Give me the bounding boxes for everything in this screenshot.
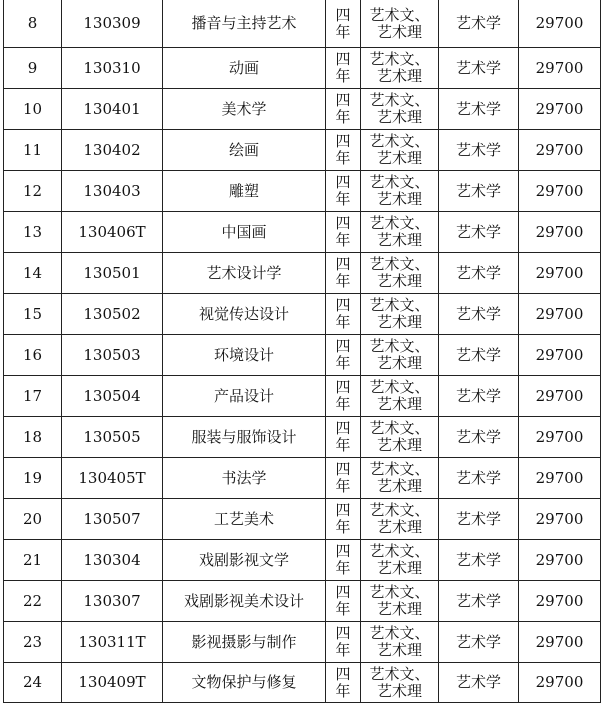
subject-category-line-2: 艺术理 — [376, 681, 422, 700]
study-duration-line-1: 四 — [335, 419, 351, 437]
study-duration — [326, 663, 361, 703]
tuition-fee: 29700 — [519, 581, 601, 622]
degree-type: 艺术学 — [439, 212, 519, 253]
subject-category-line-2: 艺术理 — [376, 600, 422, 618]
subject-category — [361, 663, 439, 703]
subject-category-line-2: 艺术理 — [376, 436, 422, 454]
subject-category-line-2: 艺术理 — [376, 518, 422, 536]
subject-category-line-2: 艺术理 — [376, 477, 422, 495]
table-row — [4, 458, 601, 499]
study-duration — [326, 130, 361, 171]
subject-category-line-2: 艺术理 — [376, 395, 422, 413]
study-duration-line-2: 年 — [335, 231, 351, 249]
degree-type: 艺术学 — [439, 89, 519, 130]
study-duration-line-2: 年 — [335, 395, 351, 413]
subject-category — [361, 376, 439, 417]
major-code: 130502 — [62, 294, 163, 335]
subject-category-line-2: 艺术理 — [376, 67, 422, 85]
study-duration — [326, 540, 361, 581]
study-duration-line-1: 四 — [335, 501, 351, 519]
subject-category-line-1: 艺术文、 — [369, 91, 430, 109]
table-row — [4, 540, 601, 581]
major-code: 130504 — [62, 376, 163, 417]
subject-category — [361, 458, 439, 499]
subject-category-line-1: 艺术文、 — [369, 664, 430, 683]
subject-category-line-1: 艺术文、 — [369, 583, 430, 601]
subject-category — [361, 581, 439, 622]
tuition-fee: 29700 — [519, 499, 601, 540]
subject-category-line-1: 艺术文、 — [369, 542, 430, 560]
major-code: 130401 — [62, 89, 163, 130]
degree-type: 艺术学 — [439, 663, 519, 703]
major-code: 130309 — [62, 0, 163, 48]
row-number: 24 — [4, 663, 62, 703]
subject-category-line-2: 艺术理 — [376, 641, 422, 659]
row-number: 17 — [4, 376, 62, 417]
subject-category-line-1: 艺术文、 — [369, 624, 430, 642]
subject-category-line-1: 艺术文、 — [369, 255, 430, 273]
study-duration — [326, 622, 361, 663]
study-duration — [326, 171, 361, 212]
tuition-fee: 29700 — [519, 130, 601, 171]
table-row — [4, 48, 601, 89]
subject-category-line-1: 艺术文、 — [369, 460, 430, 478]
subject-category-line-1: 艺术文、 — [369, 419, 430, 437]
study-duration-line-2: 年 — [335, 22, 351, 41]
majors-table — [3, 0, 601, 703]
study-duration-line-2: 年 — [335, 436, 351, 454]
degree-type: 艺术学 — [439, 294, 519, 335]
subject-category-line-2: 艺术理 — [376, 313, 422, 331]
study-duration-line-1: 四 — [335, 664, 351, 683]
study-duration-line-1: 四 — [335, 214, 351, 232]
row-number: 8 — [4, 0, 62, 48]
major-name: 戏剧影视文学 — [163, 540, 326, 581]
degree-type: 艺术学 — [439, 458, 519, 499]
tuition-fee: 29700 — [519, 171, 601, 212]
row-number: 22 — [4, 581, 62, 622]
major-code: 130409T — [62, 663, 163, 703]
subject-category — [361, 540, 439, 581]
subject-category — [361, 253, 439, 294]
major-code: 130310 — [62, 48, 163, 89]
major-name: 播音与主持艺术 — [163, 0, 326, 48]
study-duration — [326, 581, 361, 622]
subject-category — [361, 417, 439, 458]
subject-category-line-2: 艺术理 — [376, 22, 422, 41]
study-duration-line-1: 四 — [335, 5, 351, 24]
study-duration — [326, 212, 361, 253]
subject-category — [361, 294, 439, 335]
study-duration — [326, 294, 361, 335]
study-duration-line-1: 四 — [335, 378, 351, 396]
degree-type: 艺术学 — [439, 376, 519, 417]
tuition-fee: 29700 — [519, 622, 601, 663]
study-duration-line-2: 年 — [335, 67, 351, 85]
table-row — [4, 171, 601, 212]
major-name: 书法学 — [163, 458, 326, 499]
study-duration-line-2: 年 — [335, 149, 351, 167]
major-code: 130406T — [62, 212, 163, 253]
table-row — [4, 294, 601, 335]
major-code: 130307 — [62, 581, 163, 622]
tuition-fee: 29700 — [519, 417, 601, 458]
study-duration — [326, 48, 361, 89]
subject-category-line-2: 艺术理 — [376, 190, 422, 208]
table-row — [4, 417, 601, 458]
major-code: 130501 — [62, 253, 163, 294]
table-row — [4, 499, 601, 540]
study-duration-line-1: 四 — [335, 624, 351, 642]
study-duration — [326, 253, 361, 294]
major-name: 戏剧影视美术设计 — [163, 581, 326, 622]
degree-type: 艺术学 — [439, 335, 519, 376]
study-duration — [326, 417, 361, 458]
study-duration-line-1: 四 — [335, 173, 351, 191]
study-duration-line-2: 年 — [335, 313, 351, 331]
study-duration-line-2: 年 — [335, 190, 351, 208]
major-name: 视觉传达设计 — [163, 294, 326, 335]
study-duration — [326, 0, 361, 48]
subject-category-line-2: 艺术理 — [376, 354, 422, 372]
subject-category-line-1: 艺术文、 — [369, 214, 430, 232]
tuition-fee: 29700 — [519, 48, 601, 89]
subject-category-line-1: 艺术文、 — [369, 296, 430, 314]
major-code: 130405T — [62, 458, 163, 499]
degree-type: 艺术学 — [439, 581, 519, 622]
tuition-fee: 29700 — [519, 0, 601, 48]
study-duration — [326, 89, 361, 130]
study-duration-line-1: 四 — [335, 337, 351, 355]
major-name: 文物保护与修复 — [163, 663, 326, 703]
study-duration — [326, 335, 361, 376]
subject-category — [361, 622, 439, 663]
row-number: 13 — [4, 212, 62, 253]
table-row — [4, 212, 601, 253]
subject-category — [361, 89, 439, 130]
degree-type: 艺术学 — [439, 499, 519, 540]
subject-category — [361, 212, 439, 253]
study-duration — [326, 458, 361, 499]
table-row — [4, 335, 601, 376]
study-duration-line-2: 年 — [335, 272, 351, 290]
subject-category — [361, 0, 439, 48]
study-duration — [326, 376, 361, 417]
table-row — [4, 663, 601, 703]
row-number: 20 — [4, 499, 62, 540]
study-duration-line-1: 四 — [335, 132, 351, 150]
tuition-fee: 29700 — [519, 458, 601, 499]
major-code: 130507 — [62, 499, 163, 540]
tuition-fee: 29700 — [519, 335, 601, 376]
tuition-fee: 29700 — [519, 294, 601, 335]
subject-category-line-1: 艺术文、 — [369, 50, 430, 68]
study-duration-line-2: 年 — [335, 559, 351, 577]
subject-category — [361, 171, 439, 212]
degree-type: 艺术学 — [439, 417, 519, 458]
degree-type: 艺术学 — [439, 0, 519, 48]
major-name: 绘画 — [163, 130, 326, 171]
study-duration-line-2: 年 — [335, 518, 351, 536]
subject-category-line-2: 艺术理 — [376, 149, 422, 167]
study-duration-line-1: 四 — [335, 91, 351, 109]
major-name: 雕塑 — [163, 171, 326, 212]
row-number: 11 — [4, 130, 62, 171]
tuition-fee: 29700 — [519, 253, 601, 294]
major-name: 艺术设计学 — [163, 253, 326, 294]
tuition-fee: 29700 — [519, 212, 601, 253]
table-row — [4, 622, 601, 663]
study-duration-line-2: 年 — [335, 477, 351, 495]
tuition-fee: 29700 — [519, 89, 601, 130]
subject-category-line-1: 艺术文、 — [369, 337, 430, 355]
study-duration-line-2: 年 — [335, 108, 351, 126]
subject-category-line-1: 艺术文、 — [369, 5, 430, 24]
row-number: 9 — [4, 48, 62, 89]
degree-type: 艺术学 — [439, 48, 519, 89]
study-duration-line-2: 年 — [335, 681, 351, 700]
study-duration-line-1: 四 — [335, 296, 351, 314]
row-number: 14 — [4, 253, 62, 294]
table-row — [4, 581, 601, 622]
major-name: 美术学 — [163, 89, 326, 130]
study-duration-line-2: 年 — [335, 641, 351, 659]
row-number: 23 — [4, 622, 62, 663]
subject-category-line-1: 艺术文、 — [369, 132, 430, 150]
table-row — [4, 253, 601, 294]
major-name: 产品设计 — [163, 376, 326, 417]
row-number: 21 — [4, 540, 62, 581]
major-name: 环境设计 — [163, 335, 326, 376]
subject-category-line-2: 艺术理 — [376, 272, 422, 290]
tuition-fee: 29700 — [519, 663, 601, 703]
study-duration-line-2: 年 — [335, 600, 351, 618]
major-code: 130304 — [62, 540, 163, 581]
subject-category-line-2: 艺术理 — [376, 108, 422, 126]
major-name: 工艺美术 — [163, 499, 326, 540]
table-row — [4, 130, 601, 171]
major-code: 130402 — [62, 130, 163, 171]
degree-type: 艺术学 — [439, 253, 519, 294]
study-duration-line-1: 四 — [335, 542, 351, 560]
table-row — [4, 89, 601, 130]
subject-category-line-1: 艺术文、 — [369, 173, 430, 191]
subject-category-line-2: 艺术理 — [376, 231, 422, 249]
subject-category — [361, 130, 439, 171]
study-duration-line-1: 四 — [335, 583, 351, 601]
tuition-fee: 29700 — [519, 540, 601, 581]
subject-category — [361, 335, 439, 376]
major-code: 130403 — [62, 171, 163, 212]
study-duration — [326, 499, 361, 540]
subject-category-line-2: 艺术理 — [376, 559, 422, 577]
major-name: 中国画 — [163, 212, 326, 253]
degree-type: 艺术学 — [439, 130, 519, 171]
degree-type: 艺术学 — [439, 171, 519, 212]
subject-category — [361, 499, 439, 540]
major-code: 130505 — [62, 417, 163, 458]
row-number: 12 — [4, 171, 62, 212]
row-number: 18 — [4, 417, 62, 458]
major-code: 130503 — [62, 335, 163, 376]
study-duration-line-1: 四 — [335, 460, 351, 478]
major-name: 服装与服饰设计 — [163, 417, 326, 458]
subject-category — [361, 48, 439, 89]
subject-category-line-1: 艺术文、 — [369, 501, 430, 519]
major-code: 130311T — [62, 622, 163, 663]
row-number: 15 — [4, 294, 62, 335]
degree-type: 艺术学 — [439, 540, 519, 581]
table-row — [4, 376, 601, 417]
row-number: 16 — [4, 335, 62, 376]
row-number: 19 — [4, 458, 62, 499]
degree-type: 艺术学 — [439, 622, 519, 663]
study-duration-line-1: 四 — [335, 255, 351, 273]
table-body — [4, 0, 601, 703]
subject-category-line-1: 艺术文、 — [369, 378, 430, 396]
row-number: 10 — [4, 89, 62, 130]
table-row — [4, 0, 601, 48]
tuition-fee: 29700 — [519, 376, 601, 417]
study-duration-line-2: 年 — [335, 354, 351, 372]
major-name: 影视摄影与制作 — [163, 622, 326, 663]
major-name: 动画 — [163, 48, 326, 89]
study-duration-line-1: 四 — [335, 50, 351, 68]
